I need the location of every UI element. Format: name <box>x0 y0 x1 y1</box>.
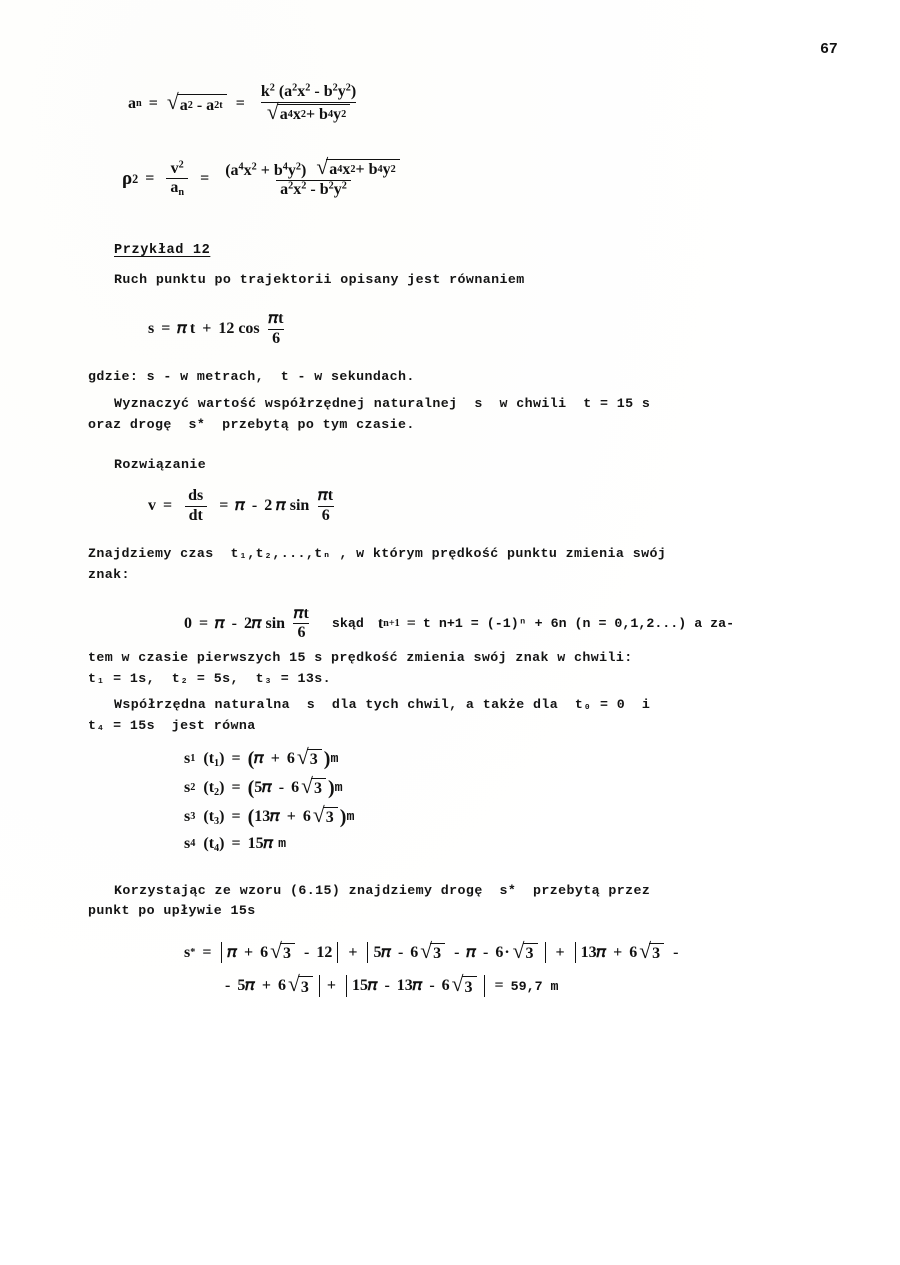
radical-tick-icon: √ <box>266 99 279 124</box>
example-heading: Przykład 12 <box>114 243 211 259</box>
after-line-2: t₁ = 1s, t₂ = 5s, t₃ = 13s. <box>88 670 332 686</box>
s-value-row: s 4 $(t_4)$ = 15 𝜋 m <box>184 834 287 854</box>
solution-heading: Rozwiązanie <box>114 457 207 473</box>
fraction-rho: $(a^4x^2 + b^4y^2)$ √ a 4 x 2 + b 4 y 2 $a^2x^2 - b^2y^2$ <box>221 159 406 200</box>
radical-tick-icon: √ <box>312 802 325 827</box>
fraction-pit-6: $\frac{\text{𝜋t}}{6}$ <box>268 309 284 347</box>
fraction-pit-6: $\frac{\text{𝜋t}}{6}$ <box>318 486 334 524</box>
abs-group-1: 𝜋 + 6 √ 3 - 12 <box>221 942 338 964</box>
radical-3: √ 3 <box>513 943 538 963</box>
coord-line-1: Współrzędna naturalna s dla tych chwil, a także dla t₀ = 0 i <box>114 697 651 713</box>
radical-tick-icon: √ <box>316 154 329 179</box>
intro-line: Ruch punktu po trajektorii opisany jest równaniem <box>114 272 525 288</box>
radical-3: √ 3 <box>639 943 664 963</box>
radical-3: √ 3 <box>313 807 338 827</box>
fraction-ds-dt: $\frac{ds}{dt}$ <box>184 488 207 525</box>
equation-an <box>88 84 828 125</box>
abs-group-2: 5 𝜋 - 6 √ 3 - 𝜋 - 6 · √ 3 <box>367 942 545 964</box>
find-line-1: Znajdziemy czas t₁,t₂,...,tₙ , w którym prędkość punktu zmienia swój <box>88 546 667 562</box>
s-value-row: s 1 $(t_1)$ = ( 𝜋 + 6 √ 3 ) m <box>184 744 339 770</box>
radical-tick-icon: √ <box>270 938 282 963</box>
equals-sign-2: = <box>200 169 210 187</box>
radical-tick-icon: √ <box>166 90 179 115</box>
equation-an-lhs: a n <box>128 95 142 113</box>
after-line-1: tem w czasie pierwszych 15 s prędkość zmienia swój znak w chwili: <box>88 650 633 666</box>
radical-3: √ 3 <box>301 778 326 798</box>
equation-rho-lhs: ρ 2 <box>122 168 139 190</box>
s-value-row: s 2 $(t_2)$ = ( 5 𝜋 - 6 √ 3 ) m <box>184 773 343 799</box>
document-body <box>88 70 828 997</box>
page-number: 67 <box>820 40 838 57</box>
radical-tick-icon: √ <box>420 938 433 963</box>
radical-3: √ 3 <box>270 943 295 963</box>
abs-group-4: 15 𝜋 - 13 𝜋 - 6 √ 3 <box>346 975 485 997</box>
equals-sign: = <box>145 169 155 187</box>
radical-3: √ 3 <box>420 943 445 963</box>
radical-denominator: √ a 4 x 2 + b 4 y 2 <box>267 104 350 124</box>
coord-line-2: t₄ = 15s jest równa <box>88 718 256 734</box>
radical-tick-icon: √ <box>512 938 525 963</box>
radical-3: √ 3 <box>452 976 477 996</box>
abs-group-3-open: 13 𝜋 + 6 √ 3 - <box>575 942 691 964</box>
equals-sign: = <box>148 95 158 113</box>
s-value-row: s 3 $(t_3)$ = ( 13 𝜋 + 6 √ 3 ) m <box>184 802 355 828</box>
radical-numerator: √ a 4 x 2 + b 4 y 2 <box>316 159 399 179</box>
equation-zero-result: t n+1 = (-1)ⁿ + 6n (n = 0,1,2...) a za- <box>422 616 735 632</box>
equals-sign-2: = <box>235 95 245 113</box>
s-values-list <box>88 744 828 854</box>
radical-at: √ a 2 - a 2 t <box>167 94 227 114</box>
fraction-v-over-an: $\frac{v^2}{a_n}$ <box>166 161 188 198</box>
fraction-pit-6: $\frac{\text{𝜋t}}{6}$ <box>294 604 309 642</box>
formula-line-1: Korzystając ze wzoru (6.15) znajdziemy drogę s* przebytą przez <box>114 882 651 898</box>
final-result: 59,7 m <box>510 978 559 994</box>
radical-3: √ 3 <box>297 749 322 769</box>
final-equation-line-2: - 5 𝜋 + 6 √ 3 + 15 𝜋 - 13 𝜋 - 6 √ 3 = 59,7 m <box>225 972 559 997</box>
abs-bar-close <box>319 975 320 997</box>
formula-line-2: punkt po upływie 15s <box>88 903 256 919</box>
radical-tick-icon: √ <box>296 744 309 769</box>
equation-zero: 0 = 𝜋 - 2𝜋 sin $\frac{\text{𝜋t}}{6}$ skąd t n+1 = t n+1 = (-1)ⁿ + 6n (n = 0,1,2...) a za- <box>184 604 735 642</box>
final-equation-line-1: s * = 𝜋 + 6 √ 3 - 12 + 5 𝜋 - 6 √ 3 - 𝜋 - 6 · √ 3 + 13 𝜋 + 6 √ 3 - <box>88 942 828 964</box>
radical-tick-icon: √ <box>451 972 464 997</box>
radical-3: √ 3 <box>288 976 313 996</box>
radical-tick-icon: √ <box>301 773 313 798</box>
radical-tick-icon: √ <box>287 972 300 997</box>
where-line: gdzie: s - w metrach, t - w sekundach. <box>88 369 415 385</box>
equation-s: s = 𝜋 t + 12 cos $\frac{\text{𝜋t}}{6}$ <box>88 311 828 348</box>
radical-tick-icon: √ <box>639 938 652 963</box>
skad-word: skąd <box>331 616 364 632</box>
find-line-2: znak: <box>88 567 130 583</box>
fraction-an: $k^2$ $(a^2x^2 - b^2y^2)$ √ a 4 x 2 + b 4 y 2 <box>260 82 357 124</box>
equation-rho <box>88 154 828 200</box>
task-line-1: Wyznaczyć wartość współrzędnej naturalnej s w chwili t = 15 s <box>114 396 651 411</box>
task-line-2: oraz drogę s* przebytą po tym czasie. <box>88 416 415 432</box>
equation-v: v = $\frac{ds}{dt}$ = 𝜋 - 2 𝜋 sin $\frac{\text{𝜋t}}{6}$ <box>88 488 828 525</box>
